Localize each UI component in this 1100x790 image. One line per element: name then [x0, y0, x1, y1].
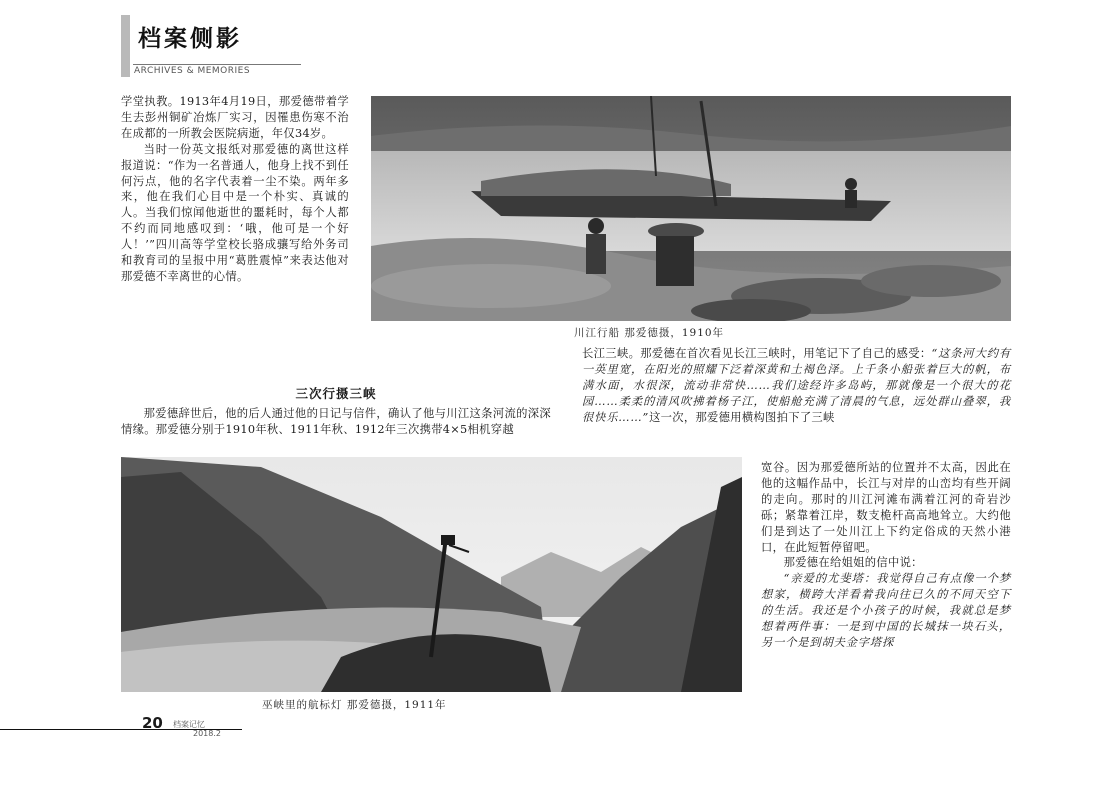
river-boat-image [371, 96, 1011, 321]
section-heading: 三次行摄三峡 [295, 386, 377, 401]
photo-caption: 巫峡里的航标灯 那爱德摄，1911年 [262, 699, 447, 711]
section-paragraph: 那爱德辞世后，他的后人通过他的日记与信件，确认了他与川江这条河流的深深情缘。那爱德分别于1910年秋、1911年秋、1912年三次携带4×5相机穿越 [121, 407, 551, 436]
gorge-photo [121, 457, 742, 692]
river-boat-photo [371, 96, 1011, 321]
issue-number: 2018.2 [193, 729, 221, 738]
photo-caption: 川江行船 那爱德摄，1910年 [574, 327, 725, 339]
paragraph: 宽谷。因为那爱德所站的位置并不太高，因此在他的这幅作品中，长江与对岸的山峦均有些开阔的走向。那时的川江河滩布满着江河的奇岩沙砾；紧靠着江岸，数支桅杆高高地耸立。大约他们是到达了一处川江上下约定俗成的天然小港口，在此短暂停留吧。 [761, 461, 1011, 554]
right-narrow-column [761, 460, 1011, 651]
paragraph: 长江三峡。那爱德在首次看见长江三峡时，用笔记下了自己的感受： [582, 347, 932, 360]
column-subtitle: ARCHIVES & MEMORIES [134, 66, 251, 76]
quotation: “这条河大约有一英里宽，在阳光的照耀下泛着深黄和土褐色泽。上千条小船张着巨大的帆，布满水面，水很深，流动非常快……我们途经许多岛屿，那就像是一个很大的花园……柔柔的清风吹拂着杨子江，使船舱充满了清晨的气息，远处群山叠翠，我很快乐……” [582, 347, 1011, 424]
header-divider [133, 64, 301, 65]
paragraph: 学堂执教。1913年4月19日，那爱德带着学生去彭州铜矿冶炼厂实习，因罹患伤寒不治在成都的一所教会医院病逝，年仅34岁。 [121, 95, 349, 140]
paragraph-tail: 这一次，那爱德用横构图拍下了三峡 [649, 410, 835, 424]
gorge-image [121, 457, 742, 692]
page-number: 20 [142, 714, 163, 732]
paragraph: 当时一份英文报纸对那爱德的离世这样报道说：“作为一名普通人，他身上找不到任何污点，他的名字代表着一尘不染。两年多来，他在我们心目中是一个朴实、真诚的人。当我们惊闻他逝世的噩耗时，每个人都不约而同地感叹到：‘哦，他可是一个好人！’”四川高等学堂校长骆成骧写给外务司和教育司的呈报中用“葛胜震悼”来表达他对那爱德不幸离世的心情。 [121, 142, 349, 283]
right-column-text [582, 346, 1011, 426]
paragraph: 那爱德在给姐姐的信中说： [783, 556, 923, 570]
letter-quotation: “亲爱的尤斐塔：我觉得自己有点像一个梦想家，横跨大洋看着我向往已久的不同天空下的生活。我还是个小孩子的时候，我就总是梦想着两件事：一是到中国的长城抹一块石头，另一个是到胡夫金字塔探 [761, 572, 1011, 649]
header-accent-bar [121, 15, 130, 77]
left-column-text [121, 94, 349, 285]
magazine-name: 档案记忆 [173, 720, 205, 729]
column-title: 档案侧影 [138, 26, 242, 52]
